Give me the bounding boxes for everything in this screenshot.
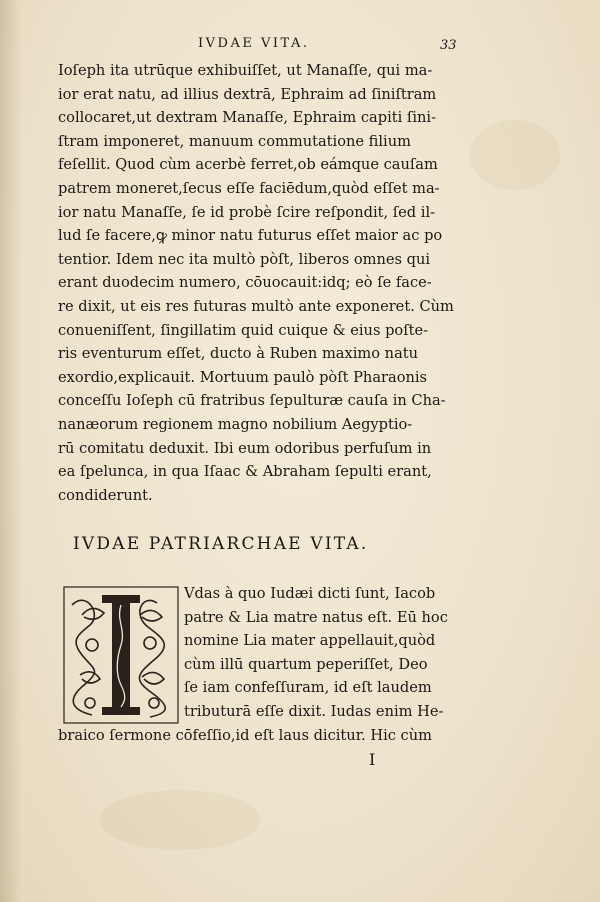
text-line: re dixit, ut eis res futuras multò ante exponeret. Cùm xyxy=(58,297,454,315)
text-line: cùm illū quartum peperiſſet, Deo xyxy=(184,655,428,673)
text-line: ior erat natu, ad illius dextrā, Ephraim ad ſiniſtram xyxy=(58,85,437,103)
text-line: conueniſſent, ſingillatim quid cuique & eius poſte- xyxy=(58,321,429,339)
text-line: tentior. Idem nec ita multò pòſt, liberos omnes qui xyxy=(58,250,431,268)
decorated-initial-letter xyxy=(62,585,180,725)
paper-stain xyxy=(100,790,260,850)
text-line: feſellit. Quod cùm acerbè ferret,ob eámque cauſam xyxy=(58,156,438,174)
running-title: IVDAE VITA. xyxy=(198,36,310,51)
paragraph-opening xyxy=(184,582,474,724)
text-line: Vdas à quo Iudæi dicti ſunt, Iacob xyxy=(184,585,436,602)
text-line: erant duodecim numero, cōuocauit:idq; eò ſe face- xyxy=(58,274,432,292)
signature-mark: I xyxy=(369,750,376,769)
text-line: conceſſu Ioſeph cū fratribus ſepulturæ cauſa in Cha- xyxy=(58,392,446,410)
text-line: ea ſpelunca, in qua Iſaac & Abraham ſepulti erant, xyxy=(58,463,432,481)
text-line: tributurā eſſe dixit. Iudas enim He- xyxy=(184,702,444,720)
text-line: nanæorum regionem magno nobilium Aegyptio- xyxy=(58,415,413,433)
text-line: ior natu Manaſſe, ſe id probè ſcire reſpondit, ſed il- xyxy=(58,203,436,221)
text-line: collocaret,ut dextram Manaſſe, Ephraim capiti ſini- xyxy=(58,109,436,127)
text-line: condiderunt. xyxy=(58,486,153,504)
text-line: ris eventurum eſſet, ducto à Ruben maximo natu xyxy=(58,345,419,363)
text-line: Ioſeph ita utrūque exhibuiſſet, ut Manaſſe, qui ma- xyxy=(58,62,433,79)
text-line: rū comitatu deduxit. Ibi eum odoribus perfuſum in xyxy=(58,439,432,457)
text-line: exordio,explicauit. Mortuum paulò pòſt Pharaonis xyxy=(58,368,428,386)
section-heading: IVDAE PATRIARCHAE VITA. xyxy=(73,534,369,554)
text-line: nomine Lia mater appellauit,quòd xyxy=(184,632,436,650)
text-line: lud ſe facere,ꝙ minor natu futurus eſſet maior ac po xyxy=(58,227,443,245)
text-line: patre & Lia matre natus eſt. Eū hoc xyxy=(184,608,448,626)
page-number: 33 xyxy=(440,38,457,53)
text-line: ſtram imponeret, manuum commutatione filium xyxy=(58,132,411,150)
text-line: patrem moneret,ſecus eſſe faciēdum,quòd eſſet ma- xyxy=(58,179,440,197)
paragraph-continuation xyxy=(58,724,478,748)
paper-stain xyxy=(470,120,560,190)
text-line: braico ſermone cōfeſſio,id eſt laus dicitur. Hic cùm xyxy=(58,727,432,744)
text-line: ſe iam confeſſuram, id eſt laudem xyxy=(184,679,432,697)
body-text xyxy=(58,59,468,507)
running-head xyxy=(0,36,600,58)
